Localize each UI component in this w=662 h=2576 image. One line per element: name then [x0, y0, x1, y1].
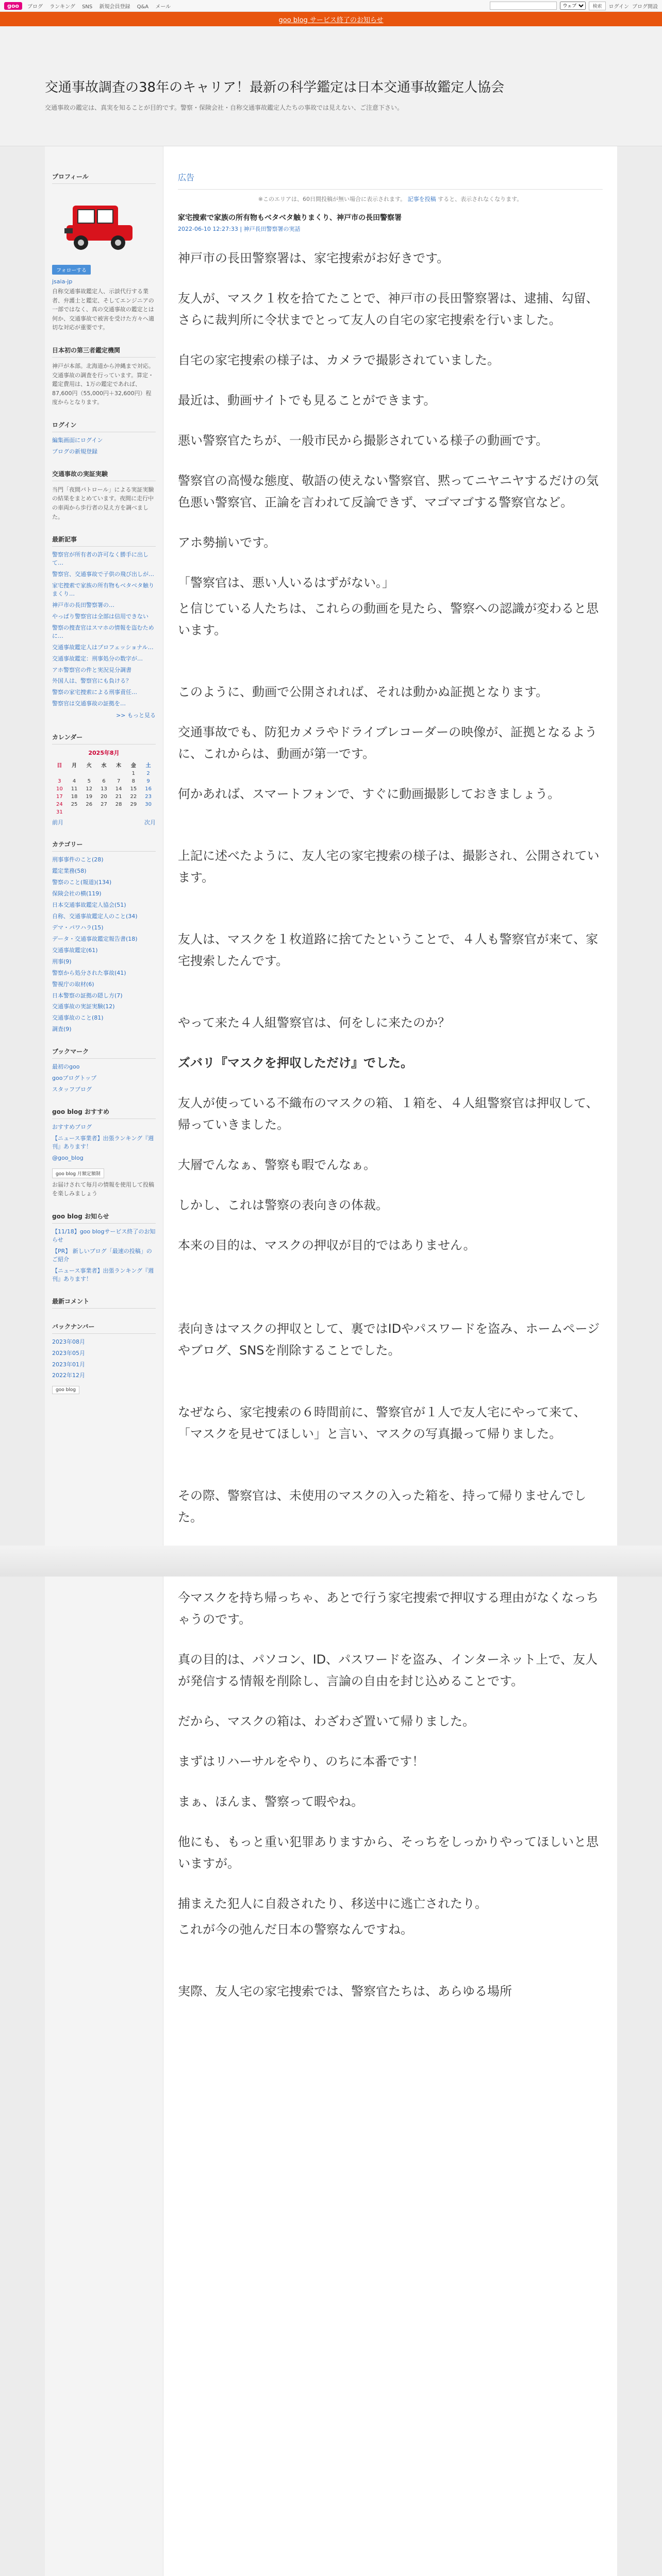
weekday-thu: 木: [116, 763, 122, 769]
calendar-day: 6: [102, 778, 106, 785]
profile-section: [52, 172, 156, 332]
calendar-day: 5: [87, 778, 91, 785]
goo-blog-badge[interactable]: goo blog 月額定額制: [52, 1168, 104, 1178]
calendar-day: 21: [115, 794, 122, 800]
recent-post-item[interactable]: [52, 551, 156, 567]
weekday-mon: 月: [72, 763, 77, 769]
category-link[interactable]: 交通事故のこと(81): [52, 1014, 104, 1022]
top-nav-mail[interactable]: メール: [155, 4, 171, 10]
goo-blog-footer-badge[interactable]: goo blog: [52, 1386, 79, 1394]
categories-list: [52, 856, 156, 1033]
new-blog-link[interactable]: ブログの新規登録: [52, 448, 97, 455]
association-section: [52, 346, 156, 407]
recent-post-item[interactable]: [52, 700, 156, 708]
recent-post-item[interactable]: [52, 666, 156, 674]
list-item[interactable]: [52, 901, 156, 909]
recent-post-item[interactable]: [52, 624, 156, 640]
list-item[interactable]: [52, 1247, 156, 1264]
categories-heading: カテゴリー: [52, 840, 156, 852]
top-nav-sns[interactable]: SNS: [82, 4, 93, 10]
recent-post-link[interactable]: 外国人は、警察官にも負ける？: [52, 677, 131, 685]
ad-note-post-link[interactable]: 記事を投稿: [407, 196, 436, 202]
calendar-day: 22: [130, 794, 137, 800]
recent-post-link[interactable]: 神戸市の長田警察署の…: [52, 601, 114, 608]
bookmark-section: [52, 1047, 156, 1094]
goo-blog-notice-link[interactable]: 【11/18】goo blogサービス終了のお知らせ: [52, 1228, 156, 1243]
list-item[interactable]: [52, 1371, 156, 1380]
login-item[interactable]: [52, 448, 156, 456]
service-end-notice-link[interactable]: goo blog サービス終了のお知らせ: [278, 16, 384, 24]
cases-heading: 交通事故の実証実験: [52, 469, 156, 481]
post-paragraph: これが今の弛んだ日本の警察なんですね。: [178, 1922, 413, 1937]
weekday-wed: 水: [101, 763, 107, 769]
edit-login-link[interactable]: 編集画面にログイン: [52, 436, 103, 444]
recent-post-link[interactable]: 交通事故鑑定：刑事処分の数字が…: [52, 655, 143, 662]
ad-label: 広告: [178, 146, 603, 190]
categories-section: [52, 840, 156, 1033]
bookmark-link[interactable]: スタッフブログ: [52, 1086, 92, 1093]
list-item[interactable]: [52, 1063, 156, 1071]
latest-comments-heading: 最新コメント: [52, 1297, 156, 1309]
service-end-notice: [0, 12, 662, 26]
backnumber-link[interactable]: 2023年05月: [52, 1349, 85, 1357]
post-paragraph: アホ勢揃いです。: [178, 535, 276, 550]
calendar-day: [67, 770, 82, 777]
calendar-day: 28: [115, 802, 122, 808]
recent-post-link[interactable]: 警察の捜査官はスマホの情報を盗むために…: [52, 624, 154, 639]
post-paragraph: 上記に述べたように、友人宅の家宅捜索の様子は、撮影され、公開されています。: [178, 849, 600, 885]
post-title[interactable]: 家宅捜索で家族の所有物もベタベタ触りまくり、神戸市の長田警察署: [178, 214, 402, 222]
goo-blog-recommend-link[interactable]: 【ニュース事業者】出張ランキング『週刊』あります！: [52, 1135, 154, 1150]
calendar-table: [52, 760, 156, 816]
calendar-day: 12: [86, 786, 93, 792]
post-paragraph: 警察官の高慢な態度、敬語の使えない警察官、黙ってニヤニヤするだけの気色悪い警察官、正論を言われて反論できず、マゴマゴする警察官など。: [178, 473, 599, 510]
goo-blog-notices-list: [52, 1228, 156, 1283]
goo-blog-recommend-list: [52, 1123, 156, 1162]
backnumber-link[interactable]: 2022年12月: [52, 1372, 85, 1379]
ad-note-text: ※このエリアは、60日間投稿が無い場合に表示されます。: [258, 196, 406, 202]
post-paragraph: このように、動画で公開されれば、それは動かぬ証拠となります。: [178, 685, 549, 699]
category-link[interactable]: 交通事故の実証実験(12): [52, 1003, 115, 1010]
recent-more-link[interactable]: >> もっと見る: [116, 712, 156, 719]
calendar-month: 2025年8月: [88, 750, 120, 757]
post-paragraph: なぜなら、家宅捜索の６時間前に、警察官が１人で友人宅にやって来て、「マスクを見せてほしい」と言い、マスクの写真撮って帰りました。: [178, 1405, 586, 1441]
post-paragraph: 実際、友人宅の家宅捜索では、警察官たちは、あらゆる場所: [178, 1984, 512, 1998]
goo-blog-recommend-text: お届けされて毎月の情報を使用して投稿を楽しみましょう: [52, 1181, 154, 1197]
blog-description: 交通事故の鑑定は、真実を知ることが目的です。警察・保険会社・自称交通事故鑑定人たちの事故では見えない、ご注意下さい。: [45, 104, 404, 111]
recent-post-item[interactable]: [52, 601, 156, 609]
list-item[interactable]: [52, 958, 156, 966]
list-item[interactable]: [52, 890, 156, 898]
category-link[interactable]: 調査(9): [52, 1026, 72, 1033]
post-paragraph: 友人が使っている不織布のマスクの箱、１箱を、４人組警察官は押収して、帰っていきました。: [178, 1096, 599, 1132]
list-item[interactable]: [52, 1025, 156, 1033]
bookmark-link[interactable]: gooブログトップ: [52, 1075, 97, 1082]
calendar-day: 11: [71, 786, 78, 792]
recent-post-link[interactable]: 警察官が所有者の許可なく勝手に出して…: [52, 551, 148, 567]
top-nav-register[interactable]: 新規会員登録: [99, 4, 130, 10]
post-paragraph: 「警察官は、悪い人いるはずがない。」: [178, 575, 394, 590]
calendar-day: 25: [71, 802, 78, 808]
calendar-day: [111, 770, 126, 777]
recent-post-link[interactable]: 警察官は交通事故の証拠を…: [52, 700, 126, 707]
recent-post-item[interactable]: [52, 582, 156, 598]
cases-text: 当門「夜間パトロール」による実証実験の結果をまとめています。夜間に走行中の車両から歩行者の見え方を調べました。: [52, 486, 154, 520]
calendar-day: 27: [101, 802, 107, 808]
goo-blog-recommend-link[interactable]: おすすめブログ: [52, 1124, 92, 1131]
category-link[interactable]: 刑事(9): [52, 958, 72, 965]
bookmark-heading: ブックマーク: [52, 1047, 156, 1059]
list-item[interactable]: [52, 1003, 156, 1011]
calendar-week: [52, 801, 156, 808]
calendar-day: 13: [101, 786, 107, 792]
top-nav-qa[interactable]: Q&A: [137, 4, 149, 10]
recent-post-link[interactable]: 警察の家宅捜索による刑事責任…: [52, 689, 137, 696]
list-item[interactable]: [52, 935, 156, 943]
top-nav-ranking[interactable]: ランキング: [49, 4, 75, 10]
list-item[interactable]: [52, 1154, 156, 1162]
top-login-link[interactable]: ログイン: [608, 4, 629, 10]
calendar-day: [52, 770, 67, 777]
goo-blog-notice-link[interactable]: 【PR】 新しいブログ「最速の投稿」のご紹介: [52, 1247, 152, 1263]
recent-post-item[interactable]: [52, 570, 156, 579]
list-item[interactable]: [52, 1123, 156, 1131]
post-paragraph: 友人が、マスク１枚を拾てたことで、神戸市の長田警察署は、逮捕、勾留、さらに裁判所に令状までとって友人の自宅の家宅捜索を行いました。: [178, 291, 599, 327]
calendar-day: [81, 770, 96, 777]
calendar-day: [111, 808, 126, 816]
login-item[interactable]: [52, 436, 156, 445]
category-link[interactable]: 警視庁の取材(6): [52, 980, 94, 988]
top-search-input[interactable]: [490, 2, 557, 10]
recent-post-link[interactable]: やっぱり警察官は全部は信用できない: [52, 613, 148, 620]
post-paragraph: 捕まえた犯人に自殺されたり、移送中に逃亡されたり。: [178, 1896, 487, 1911]
post-paragraph: 今マスクを持ち帰っちゃ、あとで行う家宅捜索で押収する理由がなくなっちゃうのです。: [178, 1590, 599, 1626]
calendar-day: 24: [56, 802, 63, 808]
calendar-day: 19: [86, 794, 93, 800]
calendar-day: 10: [56, 786, 63, 792]
recent-posts-heading: 最新記事: [52, 535, 156, 547]
post-paragraph: 神戸市の長田警察署は、家宅捜索がお好きです。: [178, 251, 450, 265]
recent-post-link[interactable]: アホ警察官の件と実況見分調書: [52, 666, 131, 673]
list-item[interactable]: [52, 1134, 156, 1151]
category-link[interactable]: 警察のこと(報道)(134): [52, 879, 112, 886]
calendar-day: [67, 808, 82, 816]
list-item[interactable]: [52, 1267, 156, 1283]
backnumber-list: [52, 1338, 156, 1380]
bookmark-link[interactable]: 最初のgoo: [52, 1063, 80, 1071]
calendar-day: 3: [58, 778, 61, 785]
calendar-day: 29: [130, 802, 137, 808]
calendar-body: [52, 770, 156, 816]
calendar-day: 23: [145, 794, 152, 800]
list-item[interactable]: [52, 1014, 156, 1022]
recent-posts-section: [52, 535, 156, 719]
list-item[interactable]: [52, 1086, 156, 1094]
post-paragraph: 他にも、もっと重い犯罪ありますから、そっちをしっかりやってほしいと思いますが。: [178, 1835, 599, 1871]
content-area: [163, 146, 617, 2576]
calendar-day: 31: [56, 809, 63, 816]
recent-post-item[interactable]: [52, 655, 156, 663]
main-layout: [45, 146, 617, 2576]
calendar-week: [52, 808, 156, 816]
login-section: [52, 420, 156, 456]
calendar-day: 18: [71, 794, 78, 800]
calendar-day: [141, 808, 156, 816]
latest-comments-section: [52, 1297, 156, 1309]
post-paragraph: まぁ、ほんま、警察って暇やね。: [178, 1794, 363, 1809]
post-paragraph: 真の目的は、パソコン、ID、パスワードを盗み、インターネット上で、友人が発信する情報を削除し、言論の自由を封じ込めることです。: [178, 1652, 598, 1688]
calendar-prev-link[interactable]: 前月: [52, 819, 63, 826]
blog-title[interactable]: 交通事故調査の38年のキャリア！最新の科学鑑定は日本交通事故鑑定人協会: [45, 80, 505, 95]
category-link[interactable]: 鑑定業務(58): [52, 868, 87, 875]
post-paragraph: 大層でんなぁ、警察も暇でんなぁ。: [178, 1158, 376, 1172]
category-link[interactable]: 日本交通事故鑑定人協会(51): [52, 902, 126, 908]
profile-name[interactable]: jsaia-jp: [52, 278, 73, 285]
goo-logo[interactable]: goo: [4, 2, 22, 10]
goo-blog-recommend-section: [52, 1107, 156, 1198]
post-paragraph: 自宅の家宅捜索の様子は、カメラで撮影されていました。: [178, 353, 500, 367]
weekday-sat: 土: [145, 763, 151, 769]
list-item[interactable]: [52, 969, 156, 977]
category-link[interactable]: デマ・パワハラ(15): [52, 924, 104, 931]
calendar-day: 4: [72, 778, 76, 785]
post-paragraph: 本来の目的は、マスクの押収が目的ではありません。: [178, 1238, 476, 1252]
post-paragraph: 表向きはマスクの押収として、裏ではIDやパスワードを盗み、ホームページやブログ、SNSを削除することでした。: [178, 1321, 600, 1358]
category-link[interactable]: 警察から処分された事故(41): [52, 969, 126, 976]
calendar-day: 7: [117, 778, 121, 785]
search-scope-select[interactable]: [560, 2, 586, 10]
list-item[interactable]: [52, 1074, 156, 1082]
recent-post-item[interactable]: [52, 613, 156, 621]
calendar-day: 30: [145, 802, 152, 808]
weekday-fri: 金: [130, 763, 136, 769]
top-search-button[interactable]: 検索: [589, 2, 605, 10]
login-heading: ログイン: [52, 420, 156, 432]
post-paragraph: しかし、これは警察の表向きの体裁。: [178, 1198, 388, 1212]
category-link[interactable]: 日本警察の証拠の隠し方(7): [52, 992, 123, 999]
post-paragraph: だから、マスクの箱は、わざわざ置いて帰りました。: [178, 1714, 475, 1728]
page-separator: [0, 1546, 662, 1577]
association-heading: 日本初の第三者鑑定機関: [52, 346, 156, 358]
list-item[interactable]: [52, 1361, 156, 1369]
goo-blog-notice-link[interactable]: 【ニュース事業者】出張ランキング『週刊』あります！: [52, 1267, 154, 1282]
sidebar: [45, 146, 163, 2576]
post-paragraph: 悪い警察官たちが、一般市民から撮影されている様子の動画です。: [178, 433, 549, 448]
calendar-week: [52, 785, 156, 793]
weekday-sun: 日: [57, 763, 62, 769]
calendar-day: 17: [56, 794, 63, 800]
list-item[interactable]: [52, 856, 156, 864]
calendar-day: 8: [131, 778, 136, 785]
goo-blog-recommend-link[interactable]: @goo_blog: [52, 1154, 84, 1161]
follow-button[interactable]: フォローする: [52, 265, 91, 275]
cases-section: [52, 469, 156, 521]
goo-blog-recommend-heading: goo blog おすすめ: [52, 1107, 156, 1119]
category-link[interactable]: 交通事故鑑定(61): [52, 946, 98, 954]
calendar-day: [96, 770, 111, 777]
recent-post-link[interactable]: 家宅捜索で家族の所有物もベタベタ触りまくり…: [52, 582, 154, 597]
post-paragraph: 友人は、マスクを１枚道路に捨てたということで、４人も警察官が来て、家宅捜索したんです。: [178, 932, 599, 968]
blog-header: [0, 26, 662, 146]
ad-note-tail: すると、表示されなくなります。: [438, 196, 523, 202]
calendar-day: 20: [101, 794, 107, 800]
category-link[interactable]: 刑事事件のこと(28): [52, 856, 104, 863]
list-item[interactable]: [52, 924, 156, 932]
goo-blog-notices-heading: goo blog お知らせ: [52, 1212, 156, 1224]
calendar-next-link[interactable]: 次月: [144, 819, 156, 826]
list-item[interactable]: [52, 867, 156, 875]
ad-note: [178, 195, 603, 203]
recent-post-item[interactable]: [52, 688, 156, 697]
category-link[interactable]: 保険会社の横(119): [52, 890, 102, 897]
calendar-day: [81, 808, 96, 816]
post-paragraph: まずはリハーサルをやり、のちに本番です！: [178, 1754, 425, 1769]
calendar-day: [96, 808, 111, 816]
calendar-day: 2: [146, 771, 150, 777]
calendar-day: 1: [131, 771, 136, 777]
recent-post-item[interactable]: [52, 643, 156, 652]
post-paragraph: その際、警察官は、未使用のマスクの入った箱を、持って帰りませんでした。: [178, 1488, 586, 1524]
post-paragraph: と信じている人たちは、これらの動画を見たら、警察への認識が変わると思います。: [178, 601, 599, 637]
top-right-tools: [490, 2, 658, 10]
category-link[interactable]: 自称、交通事故鑑定人のこと(34): [52, 912, 138, 920]
list-item[interactable]: [52, 992, 156, 1000]
list-item[interactable]: [52, 946, 156, 955]
top-utility-bar: [0, 0, 662, 12]
calendar-week: [52, 793, 156, 801]
profile-text: 自称交通事故鑑定人、示談代行する業者、弁護士と鑑定、そしてエンジニアの一部ではなく、真の交通事故の鑑定とは何か、交通事故で被害を受けた方々へ適切な対応が重要です。: [52, 288, 154, 331]
backnumber-heading: バックナンバー: [52, 1322, 156, 1334]
recent-post-item[interactable]: [52, 677, 156, 685]
association-text: 神戸が本部。北海道から沖縄まで対応。交通事故の調査を行っています。算定・鑑定費用は、1万の鑑定であれば、87,600円（55,000円＋32,600円）程度からとなります。: [52, 362, 154, 406]
calendar-day: 15: [130, 786, 137, 792]
post-body: [178, 247, 603, 2002]
backnumber-link[interactable]: 2023年01月: [52, 1361, 85, 1368]
calendar-heading: カレンダー: [52, 733, 156, 744]
list-item[interactable]: [52, 912, 156, 921]
top-nav-blog[interactable]: ブログ: [27, 4, 43, 10]
top-help-link[interactable]: ブログ開設: [632, 4, 658, 10]
calendar-day: 16: [145, 786, 152, 792]
backnumber-link[interactable]: 2023年08月: [52, 1338, 85, 1345]
list-item[interactable]: [52, 1228, 156, 1244]
post-paragraph: ズバリ『マスクを押収しただけ』でした。: [178, 1056, 413, 1070]
calendar-week: [52, 770, 156, 777]
calendar-day: 26: [86, 802, 93, 808]
recent-post-link[interactable]: 交通事故鑑定人はプロフェッショナル…: [52, 643, 154, 651]
profile-heading: プロフィール: [52, 172, 156, 184]
calendar-day: [126, 808, 141, 816]
list-item[interactable]: [52, 1349, 156, 1358]
car-icon: [63, 194, 136, 256]
calendar-section: [52, 733, 156, 826]
calendar-week: [52, 777, 156, 785]
post-paragraph: 何かあれば、スマートフォンで、すぐに動画撮影しておきましょう。: [178, 787, 560, 801]
backnumber-section: [52, 1322, 156, 1395]
post-paragraph: やって来た４人組警察官は、何をしに来たのか？: [178, 1015, 450, 1030]
bookmark-list: [52, 1063, 156, 1094]
list-item[interactable]: [52, 980, 156, 989]
goo-blog-notices-section: [52, 1212, 156, 1283]
list-item[interactable]: [52, 878, 156, 887]
recent-post-link[interactable]: 警察官、交通事故で子供の飛び出しが…: [52, 571, 154, 578]
post-meta[interactable]: 2022-06-10 12:27:33 | 神戸長田警察署の実話: [178, 226, 301, 232]
post-paragraph: 最近は、動画サイトでも見ることができます。: [178, 393, 436, 408]
weekday-tue: 火: [86, 763, 92, 769]
calendar-day: 14: [115, 786, 122, 792]
top-nav: [27, 2, 176, 10]
list-item[interactable]: [52, 1338, 156, 1346]
calendar-day: 9: [146, 778, 150, 785]
category-link[interactable]: データ・交通事故鑑定報告書(18): [52, 935, 138, 942]
post-paragraph: 交通事故でも、防犯カメラやドライブレコーダーの映像が、証拠となるように、これからは、動画が第一です。: [178, 725, 598, 761]
